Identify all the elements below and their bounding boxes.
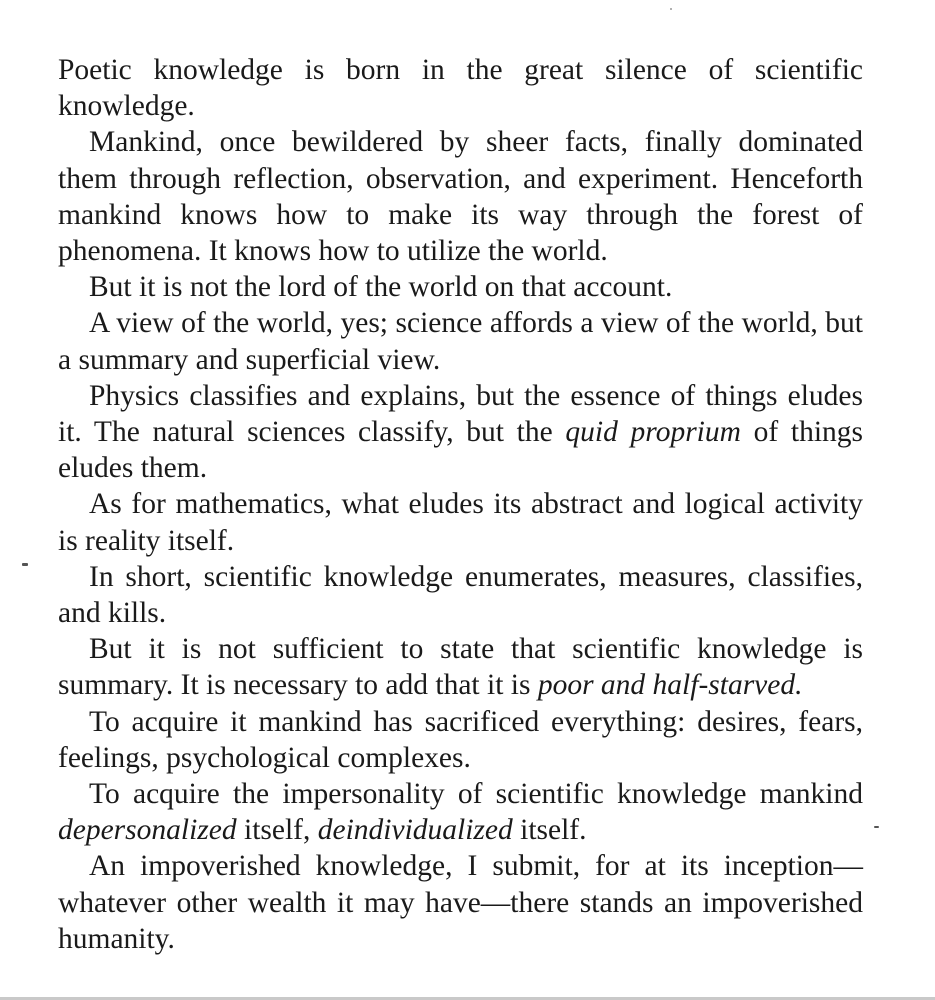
scan-speck (670, 8, 672, 10)
italic-phrase: poor and half-starved. (537, 669, 803, 702)
paragraph (58, 269, 863, 305)
paragraph-text: of things eludes them. (58, 416, 864, 485)
paragraph-text: In short, scientific knowledge enumerates, measures, classifies, and kills. (58, 560, 863, 630)
paragraph-text: As for mathematics, what eludes its abstract and logical activity is reality itself. (58, 488, 863, 557)
paragraph (58, 124, 863, 269)
paragraph-text: To acquire the impersonality of scientific knowledge mankind (89, 778, 863, 811)
paragraph (58, 848, 863, 957)
paragraph-text: itself. (512, 814, 587, 847)
paragraph-text: A view of the world, yes; science affords a view of the world, but a summary and superficial view. (58, 307, 863, 376)
scan-speck (22, 563, 28, 566)
italic-phrase: quid proprium (565, 416, 741, 449)
paragraph-text: Physics classifies and explains, but the essence of things eludes it. The natural sciences classify, but the (58, 379, 863, 449)
scan-speck (874, 826, 879, 828)
paragraph-text: To acquire it mankind has sacrificed everything: desires, fears, feelings, psychological complexes. (58, 705, 863, 774)
paragraph (58, 631, 863, 703)
paragraph (58, 486, 863, 558)
document-body (58, 52, 863, 957)
paragraph (58, 559, 863, 631)
paragraph (58, 378, 863, 487)
paragraph-text: An impoverished knowledge, I submit, for at its inception—whatever other wealth it may have—there stands an impoverished humanity. (58, 850, 863, 955)
paragraph (58, 776, 863, 848)
paragraph (58, 52, 863, 124)
italic-phrase: depersonalized (58, 814, 237, 847)
paragraph (58, 704, 863, 776)
paragraph-text: But it is not the lord of the world on that account. (89, 271, 673, 304)
italic-phrase: deindividualized (317, 814, 513, 847)
paragraph-text: itself, (236, 814, 318, 847)
paragraph-text: Poetic knowledge is born in the great silence of scientific knowledge. (58, 54, 863, 123)
paragraph-text: Mankind, once bewildered by sheer facts, finally dominated them through reflection, observation, and experiment. Henceforth mankind knows how to make its way through the forest of phenomena. It knows how to utilize the world. (58, 126, 863, 268)
paragraph-text: But it is not sufficient to state that scientific knowledge is summary. It is necessary to add that it is (58, 633, 863, 702)
paragraph (58, 305, 863, 377)
